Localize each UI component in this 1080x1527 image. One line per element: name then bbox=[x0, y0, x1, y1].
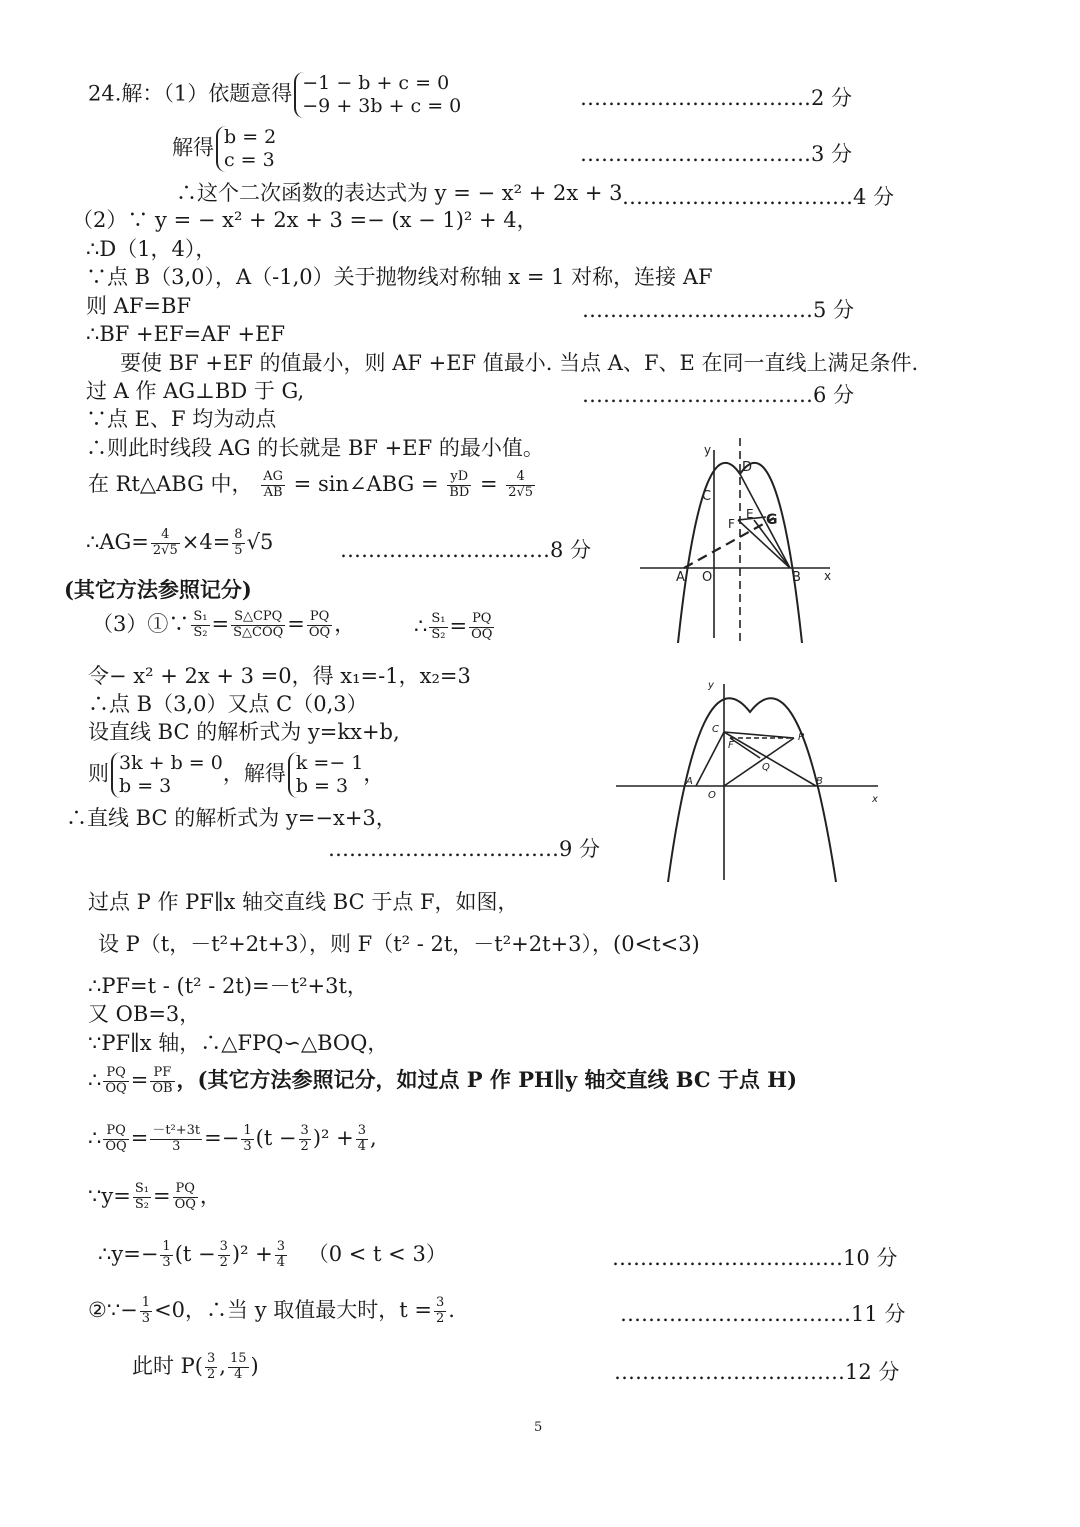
p3-l15-range: （0 < t < 3） bbox=[307, 1241, 447, 1266]
figure-1 bbox=[640, 438, 840, 643]
p3-l15-prefix: ∴y=− bbox=[98, 1241, 159, 1266]
p1-eq3: b = 2 bbox=[224, 126, 277, 148]
fig2-label-o: O bbox=[708, 790, 716, 801]
p3-l17-tail: ) bbox=[250, 1353, 259, 1378]
frac-3-2 bbox=[299, 1124, 311, 1155]
p3-l5-mid: ，解得 bbox=[222, 761, 286, 786]
fig1-seg-bf bbox=[738, 520, 790, 568]
score-2: ……………………………2 分 bbox=[580, 86, 853, 110]
frac-pq-oq-b bbox=[469, 612, 494, 643]
frac-num: 15 bbox=[229, 1351, 247, 1366]
p3-l13-tail: , bbox=[369, 1125, 377, 1150]
frac-s1-s2-b bbox=[429, 612, 447, 643]
frac-den: 2 bbox=[219, 1254, 228, 1270]
figure-2 bbox=[616, 676, 888, 882]
score-12: ……………………………12 分 bbox=[614, 1360, 900, 1384]
frac-den: 2√5 bbox=[508, 484, 534, 500]
eq: k =− 1 bbox=[295, 752, 364, 774]
fig1-label-g: G bbox=[766, 512, 778, 528]
p3-l12-prefix: ∴ bbox=[88, 1067, 102, 1092]
frac-den: AB bbox=[263, 484, 283, 500]
p3-l13-mid: =− bbox=[204, 1125, 240, 1150]
p3-line-10: 又 OB=3， bbox=[88, 1002, 201, 1026]
p1-line-3: ∴这个二次函数的表达式为 y = − x² + 2x + 3 bbox=[176, 181, 623, 205]
p2-line-11 bbox=[86, 528, 273, 559]
p3-l5-tail: ， bbox=[363, 761, 385, 786]
fig1-label-x: x bbox=[824, 569, 832, 583]
frac-den: S△COQ bbox=[233, 624, 284, 640]
frac-s1-s2-c bbox=[133, 1182, 151, 1213]
p2-line-1: （2）∵ y = − x² + 2x + 3 =− (x − 1)² + 4， bbox=[72, 208, 538, 232]
p3-l15-mid2: (t − bbox=[174, 1241, 216, 1266]
fig2-label-p: P bbox=[798, 732, 805, 743]
fig1-label-c: C bbox=[702, 489, 712, 504]
fig2-seg-cp bbox=[724, 732, 794, 738]
p3-l13-mid3: )² + bbox=[312, 1125, 354, 1150]
frac-3-2-c bbox=[434, 1296, 446, 1327]
p3-l15-mid3: )² + bbox=[231, 1241, 273, 1266]
note-other-methods: (其它方法参照记分) bbox=[64, 577, 252, 602]
p3-line-5 bbox=[88, 752, 384, 798]
frac-num: 3 bbox=[435, 1295, 445, 1310]
p3-line-1 bbox=[92, 610, 355, 641]
p2-l10-eq: = bbox=[479, 471, 498, 496]
frac-den: 3 bbox=[141, 1310, 151, 1326]
score-11: ……………………………11 分 bbox=[620, 1302, 906, 1326]
frac-den: OB bbox=[152, 1080, 173, 1096]
p3-line-6: ∴直线 BC 的解析式为 y=−x+3， bbox=[66, 806, 397, 830]
p3-l1-prefix: （3）①∵ bbox=[92, 611, 190, 636]
fig1-label-a: A bbox=[676, 570, 685, 585]
p1-eq2: −9 + 3b + c = 0 bbox=[302, 94, 462, 117]
p3-l14-tail: ， bbox=[199, 1183, 221, 1208]
frac-den: 2 bbox=[207, 1366, 216, 1382]
frac-3-4 bbox=[356, 1124, 368, 1155]
frac-num: 3 bbox=[357, 1123, 366, 1138]
frac-3-2-d bbox=[205, 1352, 217, 1383]
eq: = bbox=[130, 1125, 149, 1150]
frac-num: yD bbox=[447, 470, 471, 486]
p2-line-4: 则 AF=BF bbox=[86, 294, 192, 318]
eq: = bbox=[211, 611, 230, 636]
frac-den: 3 bbox=[243, 1138, 252, 1154]
frac-num: 4 bbox=[506, 470, 535, 486]
score-10: ……………………………10 分 bbox=[612, 1246, 898, 1270]
p3-line-7: 过点 P 作 PF∥x 轴交直线 BC 于点 F，如图， bbox=[88, 890, 519, 914]
frac-num: 3 bbox=[300, 1123, 309, 1138]
p1-eq4: c = 3 bbox=[224, 148, 275, 171]
frac-yd-bd bbox=[447, 470, 471, 501]
p3-line-2: 令− x² + 2x + 3 =0，得 x₁=-1，x₂=3 bbox=[88, 664, 471, 688]
frac-num: PQ bbox=[103, 1066, 128, 1082]
p3-l5-prefix: 则 bbox=[88, 761, 109, 786]
fig2-label-b: B bbox=[816, 776, 823, 787]
p1-system-2 bbox=[216, 126, 276, 172]
frac-den: 2 bbox=[300, 1138, 309, 1154]
frac-ag-ab bbox=[261, 470, 285, 501]
frac-num-3 bbox=[150, 1124, 202, 1155]
frac-den: OQ bbox=[105, 1138, 127, 1154]
score-5: ……………………………5 分 bbox=[582, 298, 855, 322]
p2-l11-prefix: ∴AG= bbox=[86, 529, 149, 554]
frac-den: 4 bbox=[357, 1138, 366, 1154]
p3-line-13 bbox=[88, 1124, 377, 1155]
p2-line-6: 要使 BF +EF 的值最小，则 AF +EF 值最小. 当点 A、F、E 在同一直线上满足条件. bbox=[120, 351, 919, 375]
p3-line-8: 设 P（t，－t²+2t+3），则 F（t² - 2t，－t²+2t+3），(0<t<3) bbox=[98, 932, 700, 956]
frac-num: S₁ bbox=[193, 609, 208, 624]
frac-4-2r5-b bbox=[151, 528, 180, 559]
frac-num: 4 bbox=[151, 528, 180, 544]
fig1-parabola bbox=[678, 463, 802, 643]
p2-line-8: ∵点 E、F 均为动点 bbox=[86, 407, 277, 431]
eq: b = 3 bbox=[295, 774, 349, 797]
fig2-label-c: C bbox=[712, 724, 719, 735]
score-8: …………………………8 分 bbox=[340, 538, 592, 562]
p2-l11-tail: √5 bbox=[246, 529, 274, 554]
frac-den: S₂ bbox=[431, 626, 446, 642]
frac-num: 8 bbox=[234, 527, 243, 542]
frac-1-3 bbox=[241, 1124, 253, 1155]
frac-den: 2√5 bbox=[152, 542, 178, 558]
fig1-label-b: B bbox=[792, 570, 801, 585]
fig2-seg-op bbox=[724, 738, 794, 786]
fig2-label-q: Q bbox=[762, 762, 770, 773]
p3-line-4: 设直线 BC 的解析式为 y=kx+b, bbox=[88, 720, 400, 744]
fig1-seg-bd bbox=[740, 474, 790, 568]
frac-den: 4 bbox=[276, 1254, 286, 1270]
frac-num: －t²+3t bbox=[152, 1123, 201, 1138]
frac-num: PQ bbox=[103, 1124, 128, 1140]
fig1-label-o: O bbox=[702, 570, 713, 585]
p3-line-17: 此时 P( $\frac{3}{2}$ , $\frac{15}{4}$ ) bbox=[132, 1351, 259, 1382]
score-9: ……………………………9 分 bbox=[328, 837, 601, 861]
score-4: ……………………………4 分 bbox=[622, 185, 895, 209]
fig2-label-f: F bbox=[728, 740, 734, 751]
p3-l16-prefix: ②∵− bbox=[88, 1297, 138, 1322]
score-3: ……………………………3 分 bbox=[580, 142, 853, 166]
p1-line-1 bbox=[88, 72, 461, 118]
p3-l1b-prefix: ∴ bbox=[414, 613, 428, 638]
p2-line-5: ∴BF +EF=AF +EF bbox=[86, 322, 286, 346]
frac-pq-oq-e bbox=[173, 1182, 198, 1213]
p2-l11-x4: ×4= bbox=[181, 529, 231, 554]
frac-num: PQ bbox=[307, 610, 332, 626]
fig2-seg-fq bbox=[730, 738, 760, 758]
frac-num: PQ bbox=[469, 612, 494, 628]
score-6: ……………………………6 分 bbox=[582, 383, 855, 407]
eq: = bbox=[152, 1183, 171, 1208]
frac-scpq-scoq bbox=[231, 610, 285, 641]
frac-den: OQ bbox=[471, 626, 493, 642]
fig1-label-d: D bbox=[742, 460, 753, 475]
frac-den: 4 bbox=[234, 1366, 243, 1382]
fig2-label-x: x bbox=[872, 794, 878, 805]
p3-l14-prefix: ∵y= bbox=[88, 1183, 131, 1208]
p2-line-7: 过 A 作 AG⊥BD 于 G, bbox=[86, 379, 305, 403]
p3-l12-note: ，(其它方法参照记分，如过点 P 作 PH∥y 轴交直线 BC 于点 H) bbox=[176, 1066, 798, 1092]
p2-line-10 bbox=[88, 470, 537, 501]
eq: 3k + b = 0 bbox=[119, 752, 223, 774]
fig2-label-y: y bbox=[708, 680, 714, 691]
fig1-label-y: y bbox=[704, 443, 712, 457]
p3-line-12 bbox=[88, 1066, 797, 1097]
p1-eq1: −1 − b + c = 0 bbox=[302, 72, 450, 94]
frac-num: 1 bbox=[162, 1239, 171, 1254]
p3-l13-prefix: ∴ bbox=[88, 1125, 102, 1150]
p2-line-3: ∵点 B（3,0），A（-1,0）关于抛物线对称轴 x = 1 对称，连接 AF bbox=[86, 265, 713, 289]
eq: = bbox=[130, 1067, 149, 1092]
frac-den: S₂ bbox=[193, 624, 208, 640]
frac-num: 1 bbox=[141, 1295, 151, 1310]
frac-den: OQ bbox=[105, 1080, 127, 1096]
p2-line-9: ∴则此时线段 AG 的长就是 BF +EF 的最小值。 bbox=[86, 436, 544, 460]
p3-system-1 bbox=[111, 752, 223, 798]
fig2-seg-ac bbox=[696, 732, 724, 786]
fig1-label-e: E bbox=[746, 507, 754, 521]
p2-l10-prefix: 在 Rt△ABG 中， bbox=[88, 471, 253, 496]
frac-s1-s2 bbox=[191, 610, 209, 641]
frac-den: 2 bbox=[435, 1310, 445, 1326]
p1-l1-prefix: 24.解：（1）依题意得 bbox=[88, 81, 293, 106]
frac-den: 3 bbox=[172, 1138, 181, 1154]
fig2-label-a: A bbox=[686, 776, 693, 787]
p3-line-3: ∴点 B（3,0）又点 C（0,3） bbox=[88, 692, 368, 716]
p3-line-14 bbox=[88, 1182, 221, 1213]
p1-system-1 bbox=[294, 72, 461, 118]
p3-l16-mid: <0，∴当 y 取值最大时，t = bbox=[154, 1297, 432, 1322]
eq: = bbox=[287, 611, 305, 636]
frac-num: S△CPQ bbox=[231, 610, 285, 626]
frac-3-2-b bbox=[218, 1240, 230, 1271]
p2-line-2: ∴D（1，4）， bbox=[86, 237, 217, 261]
p3-line-15 bbox=[98, 1240, 447, 1271]
fig1-label-f: F bbox=[728, 517, 735, 531]
frac-3-4-b bbox=[275, 1240, 287, 1271]
p1-l2-prefix: 解得 bbox=[172, 135, 214, 160]
frac-15-4 bbox=[228, 1352, 249, 1383]
p3-system-2 bbox=[288, 752, 364, 798]
eq: = bbox=[449, 613, 468, 638]
frac-num: 3 bbox=[276, 1239, 286, 1254]
eq: b = 3 bbox=[119, 774, 172, 797]
p3-line-11: ∵PF∥x 轴，∴△FPQ∽△BOQ， bbox=[88, 1031, 389, 1055]
frac-den: BD bbox=[449, 484, 470, 500]
p1-line-2 bbox=[172, 126, 276, 172]
frac-1-3-b bbox=[160, 1240, 172, 1271]
frac-1-3-c bbox=[140, 1296, 152, 1327]
frac-pq-oq-d bbox=[103, 1124, 128, 1155]
frac-pf-ob bbox=[150, 1066, 174, 1097]
comma: ， bbox=[334, 611, 356, 636]
frac-num: 1 bbox=[243, 1123, 252, 1138]
p3-l13-mid2: (t − bbox=[255, 1125, 297, 1150]
p3-line-9: ∴PF=t - (t² - 2t)=－t²+3t， bbox=[88, 974, 368, 998]
frac-den: OQ bbox=[174, 1196, 196, 1212]
frac-num: 3 bbox=[207, 1351, 216, 1366]
p3-l16-tail: . bbox=[448, 1297, 455, 1322]
frac-den: OQ bbox=[308, 624, 331, 640]
p3-l17-prefix: 此时 P( bbox=[132, 1353, 203, 1378]
frac-num: AG bbox=[263, 469, 283, 484]
frac-num: PQ bbox=[173, 1182, 198, 1198]
frac-num: S₁ bbox=[431, 611, 446, 626]
frac-8-5 bbox=[232, 528, 244, 559]
frac-pq-oq bbox=[307, 610, 332, 641]
frac-num: 3 bbox=[219, 1239, 228, 1254]
page-number: 5 bbox=[534, 1420, 543, 1435]
p2-l10-mid: = sin∠ABG = bbox=[293, 471, 439, 496]
frac-den: 5 bbox=[234, 542, 243, 558]
p3-line-16 bbox=[88, 1296, 455, 1327]
frac-num: S₁ bbox=[134, 1181, 149, 1196]
frac-den: S₂ bbox=[134, 1196, 149, 1212]
p3-line-1b bbox=[414, 612, 496, 643]
fig2-parabola bbox=[668, 698, 836, 882]
frac-num: PF bbox=[150, 1066, 174, 1082]
frac-4-2r5 bbox=[506, 470, 535, 501]
frac-den: 3 bbox=[162, 1254, 171, 1270]
frac-pq-oq-c bbox=[103, 1066, 128, 1097]
